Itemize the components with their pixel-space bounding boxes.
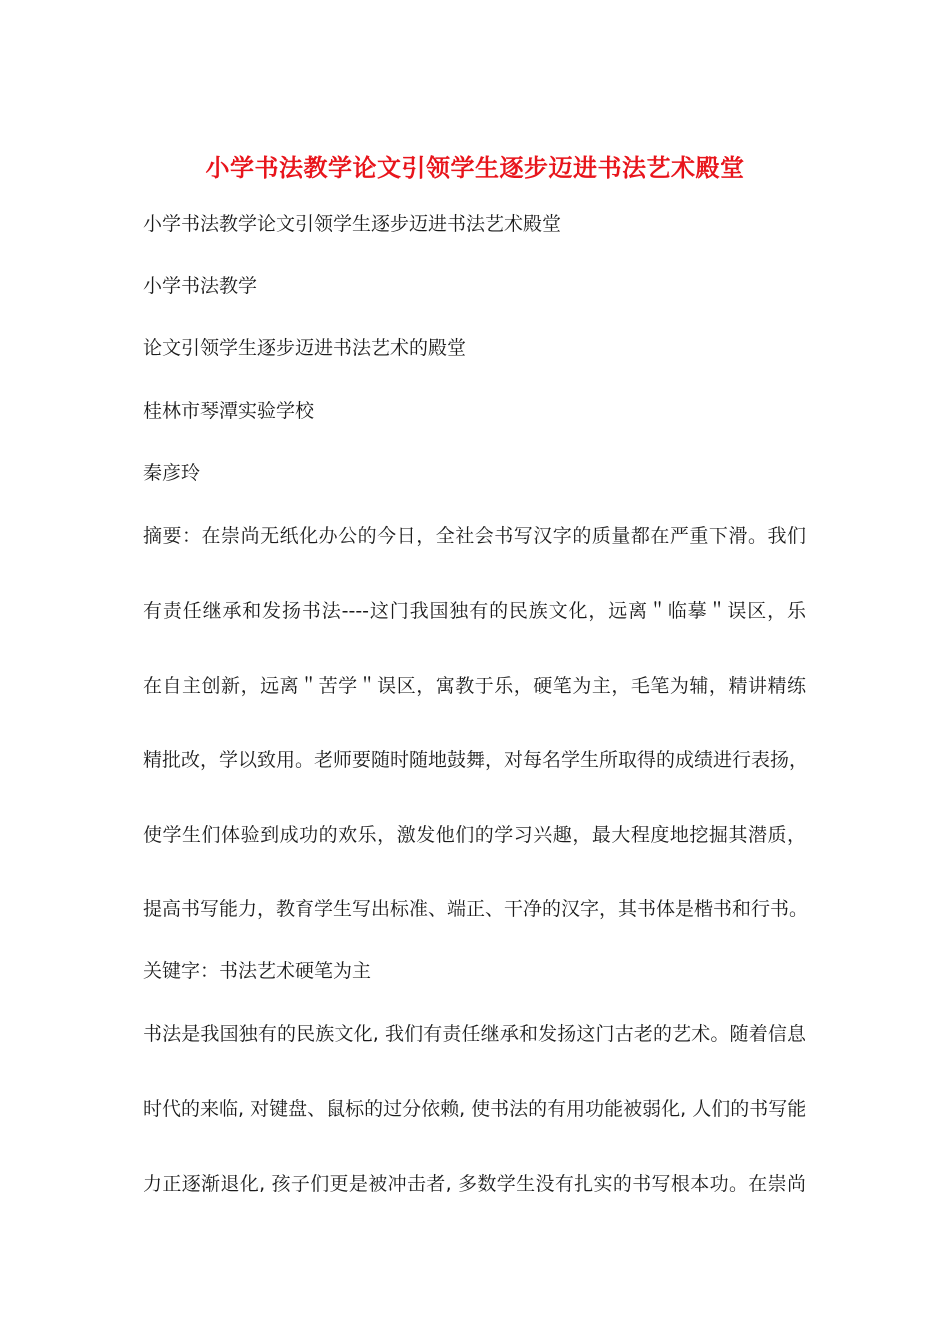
- abstract-line: 有责任继承和发扬书法----这门我国独有的民族文化，远离＂临摹＂误区，乐: [143, 600, 806, 622]
- header-line-school: 桂林市琴潭实验学校: [143, 400, 315, 422]
- abstract-line: 提高书写能力，教育学生写出标准、端正、干净的汉字，其书体是楷书和行书。: [143, 898, 809, 920]
- body-line: 书法是我国独有的民族文化, 我们有责任继承和发扬这门古老的艺术。随着信息: [143, 1023, 806, 1045]
- abstract-line: 精批改，学以致用。老师要随时随地鼓舞，对每名学生所取得的成绩进行表扬，: [143, 749, 809, 771]
- body-line: 力正逐渐退化, 孩子们更是被冲击者, 多数学生没有扎实的书写根本功。在崇尚: [143, 1173, 806, 1195]
- document-title: 小学书法教学论文引领学生逐步迈进书法艺术殿堂: [205, 153, 745, 182]
- body-line: 时代的来临, 对键盘、鼠标的过分依赖, 使书法的有用功能被弱化, 人们的书写能: [143, 1098, 807, 1120]
- keywords-line: 关键字：书法艺术硬笔为主: [143, 960, 372, 982]
- header-line-category: 小学书法教学: [143, 275, 258, 297]
- abstract-line: 摘要：在崇尚无纸化办公的今日，全社会书写汉字的质量都在严重下滑。我们: [143, 525, 806, 547]
- header-line-subtitle: 论文引领学生逐步迈进书法艺术的殿堂: [143, 337, 467, 359]
- abstract-line: 在自主创新，远离＂苦学＂误区，寓教于乐，硬笔为主，毛笔为辅，精讲精练: [143, 675, 806, 697]
- header-line-full-title: 小学书法教学论文引领学生逐步迈进书法艺术殿堂: [143, 213, 562, 235]
- header-line-author: 秦彦玲: [143, 462, 201, 484]
- abstract-line: 使学生们体验到成功的欢乐，激发他们的学习兴趣，最大程度地挖掘其潜质，: [143, 824, 806, 846]
